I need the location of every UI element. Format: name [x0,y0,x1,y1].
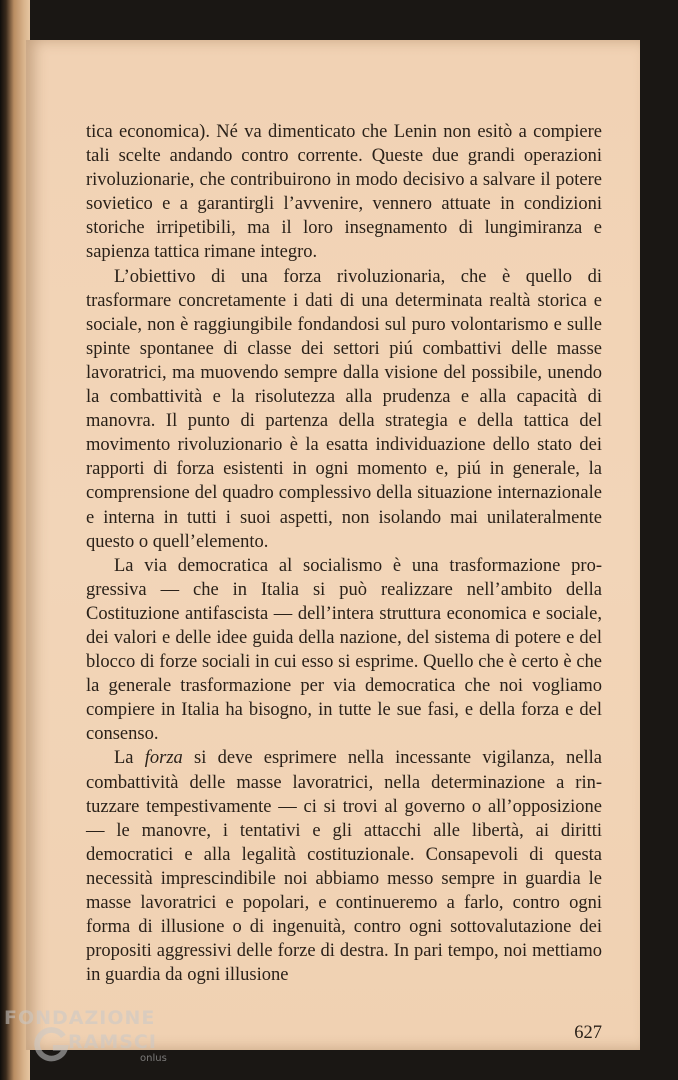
fondazione-gramsci-watermark [4,1003,214,1073]
italic-word: forza [144,748,183,769]
g-logo-icon [32,1025,70,1063]
page-number: 627 [574,1023,602,1043]
watermark-suffix: onlus [140,1053,167,1064]
paragraph-4 [86,746,602,987]
watermark-line-2: RAMSCI [68,1031,157,1053]
paragraph-2: L’obiettivo di una forza rivoluzionaria, che è quello di trasformare concretamente i dati di una determinata realtà storica e sociale, non è raggiungibile fondandosi sul puro volontarismo e sulle spinte spontanee di classe dei settori piú combattivi delle masse lavoratrici, ma muovendo sempre dalla visione del possibile, unendo la combattività e la risolutezza alla prudenza e alla capacità di manovra. Il punto di partenza della strategia e della tattica del movimento rivoluzionario è la esatta individuazione dello stato dei rapporti di forza esistenti in ogni momento e, piú in generale, la comprensione del quadro complessivo della situazione internazionale e interna in tutti i suoi aspetti, non isolando mai unilateralmente questo o quell’elemento. [86,266,602,552]
book-page [26,40,640,1050]
watermark-line-1: FONDAZIONE [4,1007,156,1029]
body-text [86,120,602,987]
paragraph-4-rest: si deve esprimere nella incessante vigilanza, nella combattività delle masse lavoratrici, nella determinazione a rintuzzare tempestivamente — ci si trovi al governo o all’opposizione — le manovre, i tentativi e gli attacchi alle libertà, ai diritti democratici e alla legalità costituzionale. Consapevoli di questa necessità imprescindibile noi abbiamo messo sempre in guardia le masse lavoratrici e popolari, e continueremo a farlo, contro ogni forma di illusione o di ingenuità, contro ogni sottovalutazione dei propositi aggressivi delle forze di destra. In pari tempo, noi mettiamo in guardia da ogni illusione [86,748,602,986]
paragraph-1: tica economica). Né va dimenticato che Lenin non esitò a compiere tali scelte andando contro corrente. Queste due grandi operazioni rivoluzionarie, che contribuirono in modo decisivo a salvare il potere sovietico e a garantirgli l’avvenire, vennero attuate in condizioni storiche irripetibili, ma il loro insegnamento di lungimiranza e sapienza tattica rimane integro. [86,122,602,263]
paragraph-4-start: La [114,748,145,769]
paragraph-3: La via democratica al socialismo è una trasformazione progressiva — che in Italia si può realizzare nell’ambito della Costituzione antifascista — dell’intera struttura economica e sociale, dei valori e delle idee guida della nazione, del sistema di potere e del blocco di forze sociali in cui esso si esprime. Quello che è certo è che la generale trasformazione per via democratica che noi vogliamo compiere in Italia ha bisogno, in tutte le sue fasi, e della forza e del consenso. [86,555,602,745]
